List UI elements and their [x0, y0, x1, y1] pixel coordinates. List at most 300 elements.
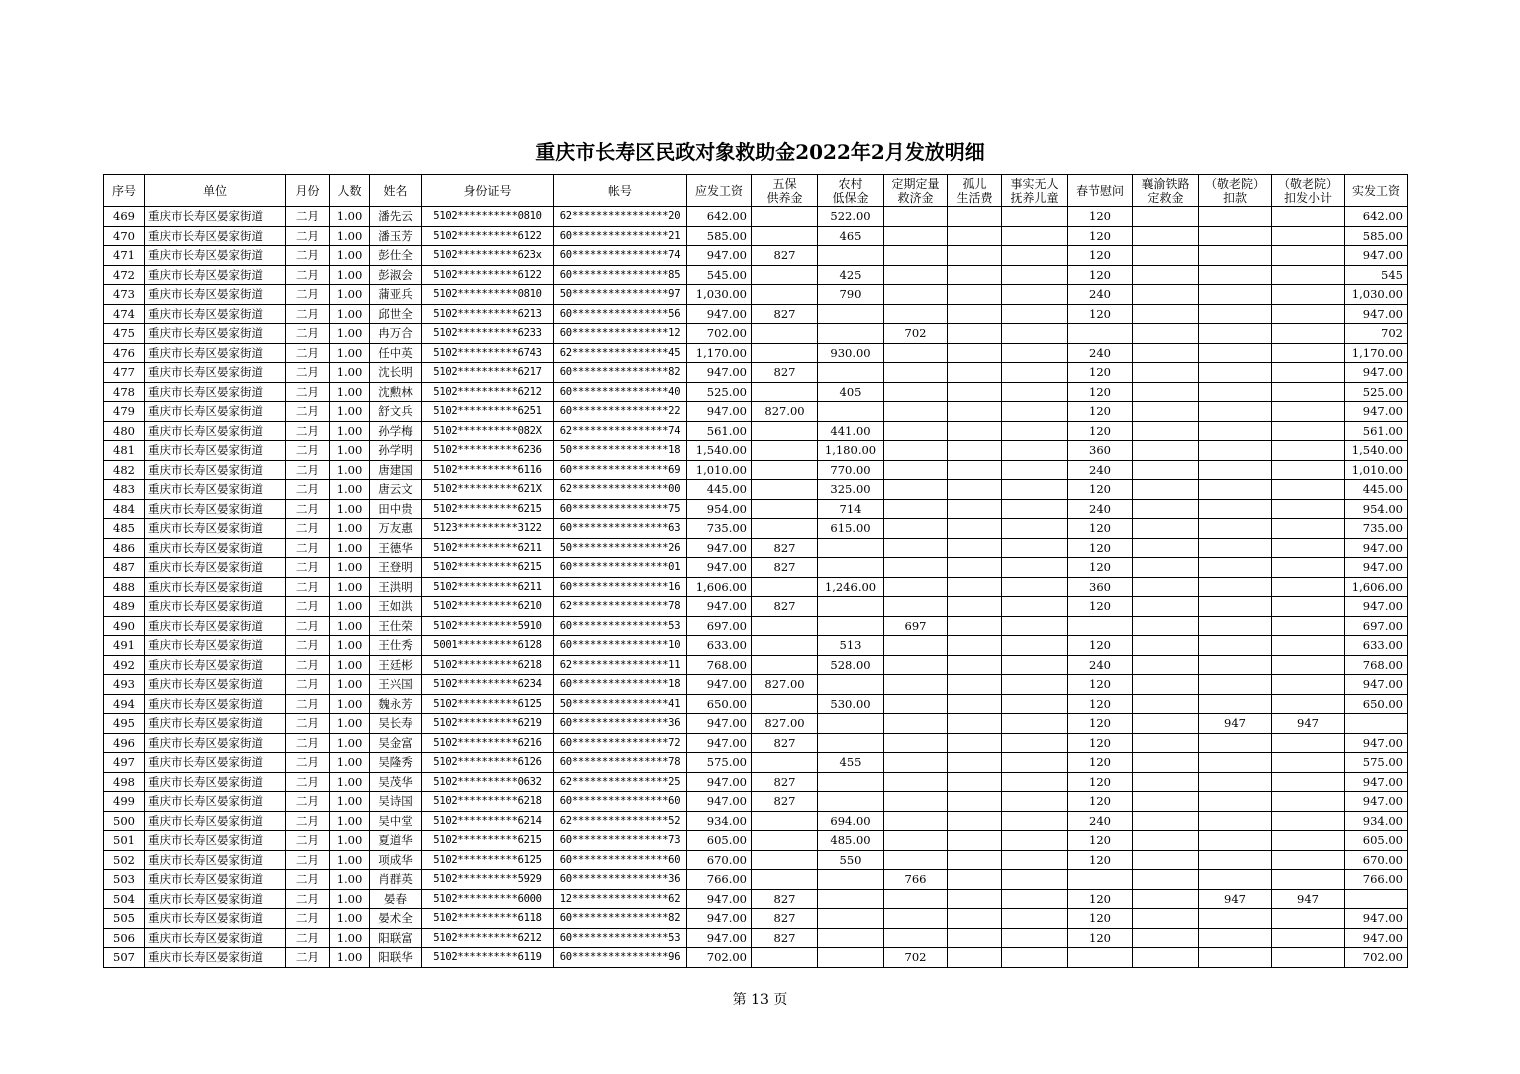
table-cell	[1199, 324, 1272, 344]
table-cell: 5102**********6126	[422, 753, 554, 773]
table-cell	[884, 285, 948, 305]
table-cell	[1199, 421, 1272, 441]
table-cell	[1133, 402, 1199, 422]
table-cell	[1133, 753, 1199, 773]
table-row	[104, 811, 1408, 831]
table-cell	[1199, 363, 1272, 383]
table-cell: 5102**********0810	[422, 285, 554, 305]
table-cell: 766.00	[1345, 870, 1408, 890]
table-cell: 491	[104, 636, 145, 656]
table-cell: 947.00	[1345, 538, 1408, 558]
table-cell: 120	[1068, 636, 1133, 656]
table-cell	[1133, 831, 1199, 851]
table-cell	[1199, 850, 1272, 870]
table-cell	[1002, 304, 1068, 324]
table-cell	[884, 577, 948, 597]
table-cell	[948, 948, 1002, 968]
table-cell	[884, 480, 948, 500]
table-cell	[1002, 831, 1068, 851]
table-cell	[1002, 460, 1068, 480]
column-header: 孤儿 生活费	[948, 175, 1002, 207]
table-cell	[818, 675, 884, 695]
table-cell: 1,606.00	[1345, 577, 1408, 597]
table-cell	[1002, 363, 1068, 383]
table-cell: 重庆市长寿区晏家街道	[145, 207, 286, 227]
table-cell: 二月	[286, 909, 330, 929]
table-cell: 502	[104, 850, 145, 870]
table-row	[104, 343, 1408, 363]
table-cell	[884, 811, 948, 831]
table-cell	[1272, 226, 1345, 246]
table-cell	[752, 226, 818, 246]
table-cell: 潘先云	[370, 207, 422, 227]
table-cell	[884, 655, 948, 675]
table-cell: 5123**********3122	[422, 519, 554, 539]
table-cell: 二月	[286, 675, 330, 695]
table-cell: 吴长寿	[370, 714, 422, 734]
table-cell: 1.00	[330, 499, 370, 519]
table-cell	[1002, 616, 1068, 636]
table-cell	[1133, 324, 1199, 344]
table-cell: 642.00	[1345, 207, 1408, 227]
table-cell: 重庆市长寿区晏家街道	[145, 519, 286, 539]
table-cell	[884, 733, 948, 753]
table-cell	[884, 753, 948, 773]
table-cell: 504	[104, 889, 145, 909]
table-cell	[1199, 636, 1272, 656]
table-cell: 827	[752, 558, 818, 578]
table-cell: 60****************82	[554, 363, 687, 383]
table-cell: 947	[1199, 714, 1272, 734]
table-cell: 重庆市长寿区晏家街道	[145, 928, 286, 948]
table-cell	[752, 519, 818, 539]
table-cell: 孙学明	[370, 441, 422, 461]
table-cell	[884, 850, 948, 870]
table-cell: 5102**********6215	[422, 831, 554, 851]
table-cell: 62****************11	[554, 655, 687, 675]
table-cell: 947	[1199, 889, 1272, 909]
table-cell: 60****************18	[554, 675, 687, 695]
table-cell: 506	[104, 928, 145, 948]
table-cell: 478	[104, 382, 145, 402]
table-cell: 王兴国	[370, 675, 422, 695]
table-cell	[948, 870, 1002, 890]
table-cell: 重庆市长寿区晏家街道	[145, 265, 286, 285]
table-row	[104, 324, 1408, 344]
table-cell: 1.00	[330, 811, 370, 831]
table-cell	[948, 402, 1002, 422]
table-cell	[1133, 304, 1199, 324]
table-cell	[948, 343, 1002, 363]
table-cell: 1.00	[330, 850, 370, 870]
table-cell: 474	[104, 304, 145, 324]
table-cell	[1133, 889, 1199, 909]
table-cell: 545	[1345, 265, 1408, 285]
table-cell: 二月	[286, 772, 330, 792]
table-cell	[818, 714, 884, 734]
table-cell	[884, 499, 948, 519]
table-cell: 重庆市长寿区晏家街道	[145, 577, 286, 597]
table-cell: 827	[752, 304, 818, 324]
table-cell: 120	[1068, 772, 1133, 792]
table-cell: 240	[1068, 460, 1133, 480]
table-cell: 505	[104, 909, 145, 929]
table-cell	[1272, 675, 1345, 695]
column-header: 农村 低保金	[818, 175, 884, 207]
table-cell	[948, 363, 1002, 383]
table-cell: 1,180.00	[818, 441, 884, 461]
table-cell	[1272, 499, 1345, 519]
column-header: 春节慰问	[1068, 175, 1133, 207]
table-cell: 重庆市长寿区晏家街道	[145, 655, 286, 675]
table-cell: 827	[752, 597, 818, 617]
table-cell	[1272, 246, 1345, 266]
table-cell: 1.00	[330, 441, 370, 461]
table-row	[104, 577, 1408, 597]
table-row	[104, 675, 1408, 695]
table-cell: 120	[1068, 519, 1133, 539]
table-cell: 60****************36	[554, 714, 687, 734]
table-cell: 彭仕全	[370, 246, 422, 266]
table-cell: 二月	[286, 343, 330, 363]
table-cell: 120	[1068, 421, 1133, 441]
table-cell	[1068, 616, 1133, 636]
table-cell: 项成华	[370, 850, 422, 870]
table-cell: 465	[818, 226, 884, 246]
table-cell: 947	[1272, 714, 1345, 734]
table-cell: 阳联华	[370, 948, 422, 968]
table-cell: 5102**********6125	[422, 694, 554, 714]
table-cell: 重庆市长寿区晏家街道	[145, 363, 286, 383]
table-header-row	[104, 175, 1408, 207]
table-cell: 吴诗国	[370, 792, 422, 812]
table-cell: 766	[884, 870, 948, 890]
table-cell: 王德华	[370, 538, 422, 558]
table-cell	[1272, 324, 1345, 344]
table-cell: 605.00	[687, 831, 752, 851]
table-cell: 694.00	[818, 811, 884, 831]
table-cell: 重庆市长寿区晏家街道	[145, 382, 286, 402]
table-cell: 947.00	[687, 402, 752, 422]
table-cell	[1002, 226, 1068, 246]
table-cell: 舒文兵	[370, 402, 422, 422]
table-cell	[1272, 265, 1345, 285]
table-row	[104, 792, 1408, 812]
table-cell	[948, 675, 1002, 695]
table-cell	[752, 324, 818, 344]
table-cell	[1068, 948, 1133, 968]
table-cell: 827	[752, 772, 818, 792]
table-cell: 650.00	[687, 694, 752, 714]
table-cell	[1199, 928, 1272, 948]
table-cell	[1272, 382, 1345, 402]
table-cell: 240	[1068, 343, 1133, 363]
table-cell: 1.00	[330, 909, 370, 929]
table-cell: 5102**********6210	[422, 597, 554, 617]
table-row	[104, 831, 1408, 851]
table-cell: 60****************40	[554, 382, 687, 402]
table-cell	[1133, 870, 1199, 890]
table-cell	[818, 870, 884, 890]
table-cell: 495	[104, 714, 145, 734]
table-cell	[1133, 792, 1199, 812]
table-cell: 954.00	[1345, 499, 1408, 519]
table-cell: 120	[1068, 226, 1133, 246]
table-cell	[1199, 733, 1272, 753]
table-cell	[818, 948, 884, 968]
table-cell: 475	[104, 324, 145, 344]
table-cell: 二月	[286, 226, 330, 246]
table-cell: 947.00	[687, 597, 752, 617]
table-cell: 5102**********0810	[422, 207, 554, 227]
table-cell: 513	[818, 636, 884, 656]
table-cell	[1199, 909, 1272, 929]
table-cell: 60****************10	[554, 636, 687, 656]
table-cell: 827	[752, 909, 818, 929]
table-cell	[1272, 811, 1345, 831]
table-cell: 1,010.00	[687, 460, 752, 480]
table-cell: 1,606.00	[687, 577, 752, 597]
table-cell: 480	[104, 421, 145, 441]
table-cell: 唐建国	[370, 460, 422, 480]
table-cell: 重庆市长寿区晏家街道	[145, 246, 286, 266]
table-cell	[1133, 441, 1199, 461]
table-cell: 947.00	[1345, 909, 1408, 929]
table-cell: 120	[1068, 928, 1133, 948]
table-cell: 二月	[286, 792, 330, 812]
page-number: 第 13 页	[732, 992, 788, 1008]
table-cell: 827	[752, 928, 818, 948]
table-cell: 5102**********6251	[422, 402, 554, 422]
table-cell	[752, 694, 818, 714]
table-cell: 62****************52	[554, 811, 687, 831]
table-cell	[948, 324, 1002, 344]
table-cell: 5102**********6211	[422, 577, 554, 597]
table-cell: 60****************36	[554, 870, 687, 890]
table-cell: 325.00	[818, 480, 884, 500]
table-cell	[1133, 948, 1199, 968]
table-row	[104, 538, 1408, 558]
table-cell: 5102**********6743	[422, 343, 554, 363]
table-cell: 二月	[286, 870, 330, 890]
table-cell: 60****************16	[554, 577, 687, 597]
table-cell	[884, 304, 948, 324]
table-cell	[818, 616, 884, 636]
table-cell	[1133, 519, 1199, 539]
table-cell	[1199, 226, 1272, 246]
table-cell: 1.00	[330, 480, 370, 500]
table-cell	[948, 285, 1002, 305]
table-cell	[1272, 577, 1345, 597]
table-cell	[884, 343, 948, 363]
table-cell	[1199, 675, 1272, 695]
table-row	[104, 753, 1408, 773]
table-cell: 947.00	[1345, 363, 1408, 383]
table-cell: 120	[1068, 304, 1133, 324]
table-cell: 5102**********6213	[422, 304, 554, 324]
table-cell: 62****************00	[554, 480, 687, 500]
table-cell	[1002, 421, 1068, 441]
table-cell	[1199, 382, 1272, 402]
table-cell	[1002, 850, 1068, 870]
table-cell: 二月	[286, 402, 330, 422]
table-cell: 120	[1068, 889, 1133, 909]
table-cell: 重庆市长寿区晏家街道	[145, 909, 286, 929]
table-cell: 500	[104, 811, 145, 831]
table-cell: 947.00	[687, 772, 752, 792]
table-cell: 重庆市长寿区晏家街道	[145, 538, 286, 558]
column-header: 单位	[145, 175, 286, 207]
table-cell: 60****************53	[554, 616, 687, 636]
table-cell: 585.00	[1345, 226, 1408, 246]
table-cell	[1002, 480, 1068, 500]
table-cell: 455	[818, 753, 884, 773]
table-cell: 947.00	[687, 538, 752, 558]
table-cell: 1.00	[330, 831, 370, 851]
table-cell	[752, 870, 818, 890]
column-header: 襄渝铁路 定救金	[1133, 175, 1199, 207]
table-cell	[1272, 538, 1345, 558]
table-cell: 二月	[286, 519, 330, 539]
table-cell	[1133, 480, 1199, 500]
table-row	[104, 636, 1408, 656]
table-row	[104, 460, 1408, 480]
table-cell: 585.00	[687, 226, 752, 246]
table-cell: 重庆市长寿区晏家街道	[145, 226, 286, 246]
table-cell	[948, 519, 1002, 539]
table-cell: 重庆市长寿区晏家街道	[145, 636, 286, 656]
table-cell: 阳联富	[370, 928, 422, 948]
table-cell	[1133, 733, 1199, 753]
table-cell	[884, 265, 948, 285]
table-cell: 633.00	[1345, 636, 1408, 656]
table-cell	[818, 402, 884, 422]
column-header: （敬老院） 扣款	[1199, 175, 1272, 207]
table-cell: 768.00	[1345, 655, 1408, 675]
table-cell	[818, 772, 884, 792]
table-cell: 二月	[286, 499, 330, 519]
table-cell: 768.00	[687, 655, 752, 675]
table-row	[104, 772, 1408, 792]
table-cell: 497	[104, 753, 145, 773]
table-cell: 王廷彬	[370, 655, 422, 675]
table-cell: 5102**********6211	[422, 538, 554, 558]
column-header: 人数	[330, 175, 370, 207]
table-cell: 947.00	[1345, 402, 1408, 422]
table-cell	[1199, 304, 1272, 324]
table-cell	[1272, 636, 1345, 656]
table-cell	[1133, 597, 1199, 617]
table-cell: 5102**********6233	[422, 324, 554, 344]
table-cell	[884, 772, 948, 792]
table-cell: 1.00	[330, 363, 370, 383]
table-cell	[1133, 694, 1199, 714]
table-cell: 60****************01	[554, 558, 687, 578]
table-cell	[1133, 265, 1199, 285]
table-cell	[1002, 870, 1068, 890]
table-cell: 重庆市长寿区晏家街道	[145, 441, 286, 461]
table-cell: 晏术全	[370, 909, 422, 929]
table-cell	[1199, 948, 1272, 968]
table-cell: 642.00	[687, 207, 752, 227]
table-cell	[1272, 207, 1345, 227]
table-cell: 120	[1068, 714, 1133, 734]
table-cell	[948, 850, 1002, 870]
table-cell: 5102**********6236	[422, 441, 554, 461]
table-cell: 615.00	[818, 519, 884, 539]
table-cell: 二月	[286, 441, 330, 461]
table-cell: 肖群英	[370, 870, 422, 890]
table-cell	[752, 499, 818, 519]
column-header: 身份证号	[422, 175, 554, 207]
table-cell	[1002, 519, 1068, 539]
table-cell: 947.00	[1345, 772, 1408, 792]
table-cell	[1133, 226, 1199, 246]
table-cell	[1002, 772, 1068, 792]
table-cell	[1002, 343, 1068, 363]
table-cell: 5102**********6000	[422, 889, 554, 909]
table-cell: 二月	[286, 655, 330, 675]
table-row	[104, 402, 1408, 422]
table-cell: 王仕荣	[370, 616, 422, 636]
table-cell: 120	[1068, 207, 1133, 227]
table-row	[104, 948, 1408, 968]
table-cell	[948, 382, 1002, 402]
table-cell: 60****************63	[554, 519, 687, 539]
column-header: 帐号	[554, 175, 687, 207]
table-cell: 496	[104, 733, 145, 753]
column-header: 应发工资	[687, 175, 752, 207]
table-row	[104, 694, 1408, 714]
table-cell: 二月	[286, 265, 330, 285]
table-cell: 重庆市长寿区晏家街道	[145, 753, 286, 773]
table-cell: 二月	[286, 714, 330, 734]
table-cell: 360	[1068, 577, 1133, 597]
column-header: 月份	[286, 175, 330, 207]
table-cell: 575.00	[1345, 753, 1408, 773]
table-cell: 954.00	[687, 499, 752, 519]
table-cell: 重庆市长寿区晏家街道	[145, 343, 286, 363]
column-header: 序号	[104, 175, 145, 207]
table-cell: 947.00	[687, 714, 752, 734]
table-cell: 60****************69	[554, 460, 687, 480]
table-cell	[884, 889, 948, 909]
table-cell	[884, 519, 948, 539]
table-cell: 1,030.00	[687, 285, 752, 305]
table-cell: 吴茂华	[370, 772, 422, 792]
table-cell	[1002, 811, 1068, 831]
table-cell: 重庆市长寿区晏家街道	[145, 792, 286, 812]
table-cell: 240	[1068, 811, 1133, 831]
table-cell: 697.00	[687, 616, 752, 636]
page-title: 重庆市长寿区民政对象救助金2022年2月发放明细	[535, 140, 985, 164]
table-body	[104, 207, 1408, 968]
table-cell: 120	[1068, 850, 1133, 870]
table-cell	[884, 421, 948, 441]
table-cell	[1002, 558, 1068, 578]
table-cell	[1002, 499, 1068, 519]
table-cell: 重庆市长寿区晏家街道	[145, 616, 286, 636]
table-cell: 重庆市长寿区晏家街道	[145, 285, 286, 305]
table-cell	[948, 694, 1002, 714]
table-cell: 50****************26	[554, 538, 687, 558]
table-cell	[1345, 714, 1408, 734]
table-cell	[948, 558, 1002, 578]
table-cell	[752, 421, 818, 441]
table-cell: 重庆市长寿区晏家街道	[145, 772, 286, 792]
table-cell: 1,030.00	[1345, 285, 1408, 305]
table-cell	[1272, 402, 1345, 422]
